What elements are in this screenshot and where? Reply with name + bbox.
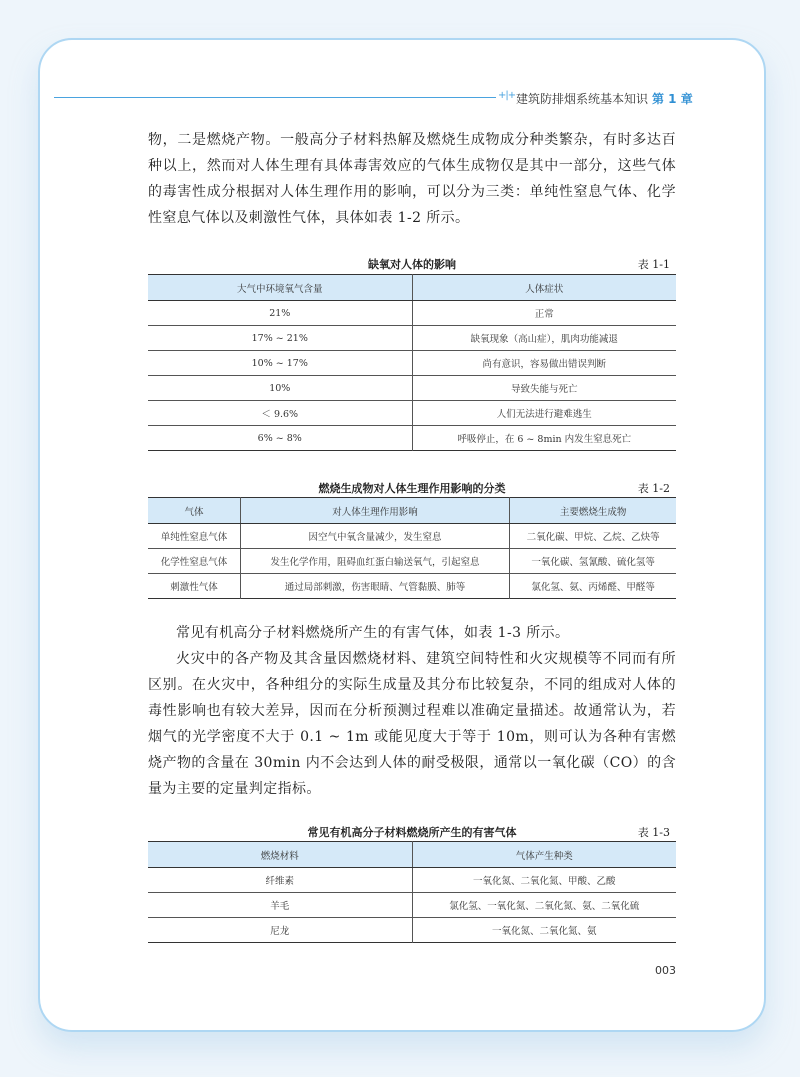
table-row (148, 426, 676, 451)
header-rule (54, 97, 496, 98)
table-1-caption (148, 256, 676, 272)
table-header-row (148, 275, 676, 301)
table-row (148, 574, 676, 599)
table-cell: 通过局部刺激，伤害眼睛、气管黏膜、肺等 (240, 574, 509, 599)
table-2-title: 燃烧生成物对人体生理作用影响的分类 (318, 482, 506, 495)
body-paragraph-2: 常见有机高分子材料燃烧所产生的有害气体，如表 1-3 所示。 (176, 625, 570, 641)
table-cell: 单纯性窒息气体 (148, 524, 240, 549)
table-row (148, 351, 676, 376)
table-cell: 刺激性气体 (170, 582, 218, 593)
table-row (148, 376, 676, 401)
column-header: 大气中环境氧气含量 (148, 275, 412, 301)
table-cell: 氯化氢、氨、丙烯醛、甲醛等 (510, 574, 676, 599)
table-1-number: 表 1-1 (637, 258, 670, 271)
running-header (54, 90, 764, 106)
table-cell: 10% ~ 17% (148, 351, 412, 376)
table-cell: 缺氧现象（高山症），肌肉功能减退 (412, 326, 676, 351)
table-3-number: 表 1-3 (637, 826, 670, 839)
table-3-caption (148, 824, 676, 840)
table-header-row (148, 498, 676, 524)
body-paragraph-1: 物，二是燃烧产物。一般高分子材料热解及燃烧生成物成分种类繁杂，有时多达百种以上，然而对人体生理有具体毒害效应的气体生成物仅是其中一部分，这些气体的毒害性成分根据对人体生理作用的影响，可以分为三类：单纯性窒息气体、化学性窒息气体以及刺激性气体，具体如表 1-2 所示。 (148, 132, 676, 226)
table-row (148, 549, 676, 574)
table-cell: 因空气中氧含量减少，发生窒息 (240, 524, 509, 549)
table-cell: 尼龙 (270, 926, 290, 937)
table-3-title: 常见有机高分子材料燃烧所产生的有害气体 (307, 826, 517, 839)
table-cell: 正常 (412, 301, 676, 326)
table-2-number: 表 1-2 (637, 482, 670, 495)
table-cell: 6% ~ 8% (257, 432, 302, 444)
table-header-row (148, 842, 676, 868)
table-row (148, 524, 676, 549)
column-header: 主要燃烧生成物 (510, 498, 676, 524)
oxygen-table (148, 274, 676, 451)
table-cell: 一氧化氮、二氧化氮、甲酸、乙酸 (412, 868, 676, 893)
column-header: 对人体生理作用影响 (240, 498, 509, 524)
table-cell: 纤维素 (148, 868, 412, 893)
table-cell: 21% (148, 301, 412, 326)
column-header: 气体 (148, 498, 240, 524)
table-row (148, 893, 676, 918)
body-paragraph-3: 火灾中的各产物及其含量因燃烧材料、建筑空间特性和火灾规模等不同而有所区别。在火灾中，各种组分的实际生成量及其分布比较复杂，不同的组成对人体的毒性影响也有较大差异，因而在分析预测过程难以准确定量描述。故通常认为，若烟气的光学密度不大于 0.1 ~ 1m 或能见度大于等于 10m，则可认为各种有害燃烧产物的含量在 30min 内不会达到人体的耐受极限，通常以一氧化碳（CO）的含量为主要的定量判定指标。 (148, 651, 676, 797)
column-header: 燃烧材料 (148, 842, 412, 868)
header-marker-icon: +|+ (498, 90, 516, 101)
book-title: 建筑防排烟系统基本知识 (516, 92, 649, 106)
page-number: 003 (655, 964, 676, 977)
table-row (148, 868, 676, 893)
table-1-title: 缺氧对人体的影响 (368, 258, 456, 271)
table-cell: 羊毛 (148, 893, 412, 918)
table-cell: 化学性窒息气体 (148, 549, 240, 574)
table-cell: 一氧化氮、二氧化氮、氨 (412, 918, 676, 943)
table-cell: 10% (148, 376, 412, 401)
table-cell: 发生化学作用，阻碍血红蛋白输送氧气，引起窒息 (240, 549, 509, 574)
table-cell: 尚有意识，容易做出错误判断 (412, 351, 676, 376)
table-2-caption (148, 480, 676, 496)
table-cell: ＜ 9.6% (148, 401, 412, 426)
table-cell: 17% ~ 21% (148, 326, 412, 351)
table-cell: 一氧化碳、氢氰酸、硫化氢等 (510, 549, 676, 574)
chapter-label: 第 1 章 (652, 92, 693, 106)
table-row (148, 301, 676, 326)
table-row (148, 918, 676, 943)
combustion-products-table (148, 497, 676, 599)
column-header: 人体症状 (412, 275, 676, 301)
table-cell: 二氧化碳、甲烷、乙烷、乙炔等 (510, 524, 676, 549)
table-row (148, 326, 676, 351)
harmful-gases-table (148, 841, 676, 943)
table-cell: 人们无法进行避难逃生 (412, 401, 676, 426)
table-cell: 导致失能与死亡 (412, 376, 676, 401)
table-cell: 氯化氢、一氧化氮、二氧化氮、氨、二氧化硫 (412, 893, 676, 918)
page-card (38, 38, 766, 1032)
table-row (148, 401, 676, 426)
column-header: 气体产生种类 (412, 842, 676, 868)
table-cell: 呼吸停止，在 6 ~ 8min 内发生窒息死亡 (412, 426, 676, 451)
